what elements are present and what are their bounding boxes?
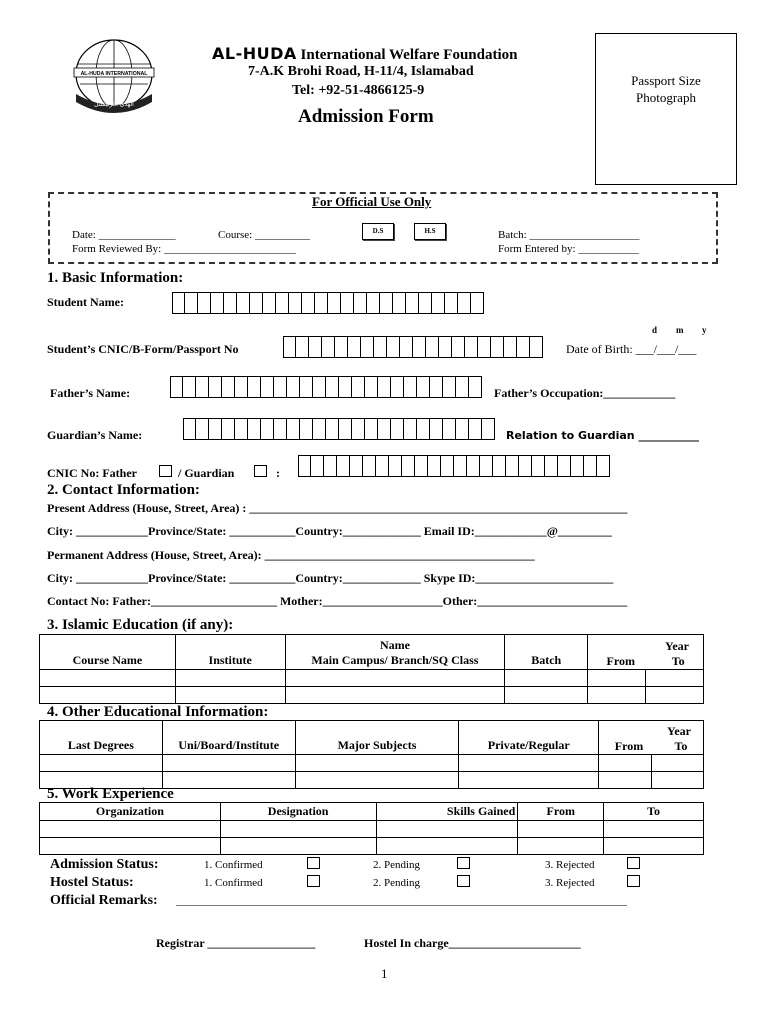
student-name-boxes[interactable] <box>172 292 484 314</box>
cnic-guardian-checkbox[interactable] <box>254 465 267 477</box>
guardian-name-boxes[interactable] <box>183 418 495 440</box>
admission-confirmed-checkbox[interactable] <box>307 857 320 869</box>
col-designation: Designation <box>220 803 376 821</box>
official-course[interactable]: Course: __________ <box>218 229 310 241</box>
col-year: Year From To <box>588 635 704 670</box>
admission-pending-checkbox[interactable] <box>457 857 470 869</box>
cnic-guardian-label: / Guardian <box>178 466 235 480</box>
col-uni-board: Uni/Board/Institute <box>162 721 295 755</box>
section-work-heading: 5. Work Experience <box>47 786 174 802</box>
org-tel: Tel: +92-51-4866125-9 <box>292 83 425 98</box>
official-batch[interactable]: Batch: ____________________ <box>498 229 640 241</box>
logo-arabic: الهدى انٹرنیشنل <box>94 101 134 108</box>
registrar-signature[interactable]: Registrar __________________ <box>156 936 316 950</box>
col-private-regular: Private/Regular <box>459 721 599 755</box>
col-skills: Skills Gained <box>376 803 518 821</box>
cnic-colon: : <box>276 466 280 480</box>
dob-y: y <box>702 325 707 335</box>
section-other-edu-heading: 4. Other Educational Information: <box>47 704 269 720</box>
form-title: Admission Form <box>298 106 434 127</box>
hostel-pending-checkbox[interactable] <box>457 875 470 887</box>
hostel-pending-label: 2. Pending <box>373 877 421 889</box>
admission-rejected-label: 3. Rejected <box>545 859 595 871</box>
dob-label[interactable]: Date of Birth: ___/___/___ <box>566 342 697 356</box>
father-name-label: Father’s Name: <box>50 386 131 400</box>
hostel-status-label: Hostel Status: <box>50 875 134 890</box>
photo-label-1: Passport Size <box>631 73 701 88</box>
cnic-label: Student’s CNIC/B-Form/Passport No <box>47 342 239 356</box>
col-to: To <box>604 803 704 821</box>
table-row[interactable] <box>40 670 704 687</box>
section-basic-heading: 1. Basic Information: <box>47 270 184 286</box>
admission-status-label: Admission Status: <box>50 857 159 872</box>
col-institute: Institute <box>175 635 285 670</box>
father-occupation[interactable]: Father’s Occupation:____________ <box>494 386 676 400</box>
contact-numbers[interactable]: Contact No: Father:_____________________ Mother:____________________Other:_________________________ <box>47 594 628 608</box>
org-name: AL-HUDA <box>212 44 297 63</box>
guardian-name-label: Guardian’s Name: <box>47 428 143 442</box>
cnic-father-label: CNIC No: Father <box>47 466 137 480</box>
work-experience-table <box>39 802 704 855</box>
admission-rejected-checkbox[interactable] <box>627 857 640 869</box>
official-remarks-label: Official Remarks: <box>50 893 158 908</box>
cnic-father-checkbox[interactable] <box>159 465 172 477</box>
org-address: 7-A.K Brohi Road, H-11/4, Islamabad <box>248 64 474 79</box>
hostel-confirmed-checkbox[interactable] <box>307 875 320 887</box>
passport-photo-box[interactable] <box>595 33 737 185</box>
col-from: From <box>518 803 604 821</box>
islamic-education-table <box>39 634 704 704</box>
official-use-title: For Official Use Only <box>312 194 432 209</box>
dob-m: m <box>676 325 684 335</box>
admission-confirmed-label: 1. Confirmed <box>204 859 263 871</box>
other-education-table <box>39 720 704 789</box>
cnic-no-boxes[interactable] <box>298 455 610 477</box>
foundation-logo <box>68 34 160 114</box>
hostel-confirmed-label: 1. Confirmed <box>204 877 263 889</box>
org-rest: International Welfare Foundation <box>300 47 518 63</box>
cnic-boxes[interactable] <box>283 336 543 358</box>
ds-box[interactable]: D.S <box>362 223 394 240</box>
section-contact-heading: 2. Contact Information: <box>47 482 200 498</box>
col-batch: Batch <box>505 635 588 670</box>
student-name-label: Student Name: <box>47 295 124 309</box>
col-year: Year From To <box>599 721 704 755</box>
official-entered[interactable]: Form Entered by: ___________ <box>498 243 639 255</box>
logo-text: AL-HUDA INTERNATIONAL <box>80 71 148 77</box>
hostel-rejected-label: 3. Rejected <box>545 877 595 889</box>
father-name-boxes[interactable] <box>170 376 482 398</box>
admission-pending-label: 2. Pending <box>373 859 421 871</box>
official-date[interactable]: Date: ______________ <box>72 229 176 241</box>
hs-box[interactable]: H.S <box>414 223 446 240</box>
col-course-name: Course Name <box>40 635 176 670</box>
col-last-degrees: Last Degrees <box>40 721 163 755</box>
official-reviewed[interactable]: Form Reviewed By: ________________________ <box>72 243 296 255</box>
table-row[interactable] <box>40 687 704 704</box>
col-main-campus: Name Main Campus/ Branch/SQ Class <box>285 635 505 670</box>
dob-d: d <box>652 325 658 335</box>
table-row[interactable] <box>40 838 704 855</box>
org-title <box>212 44 517 64</box>
table-row[interactable] <box>40 755 704 772</box>
official-remarks-line[interactable]: __________________________________________________________________________________ <box>176 895 627 907</box>
permanent-city-row[interactable]: City: ____________Province/State: ___________Country:_____________ Skype ID:_______________________ <box>47 571 614 585</box>
hostel-incharge-signature[interactable]: Hostel In charge______________________ <box>364 936 581 950</box>
present-address[interactable]: Present Address (House, Street, Area) : _______________________________________________________________ <box>47 501 628 515</box>
photo-label-2: Photograph <box>636 90 696 105</box>
section-islamic-heading: 3. Islamic Education (if any): <box>47 617 234 633</box>
table-row[interactable] <box>40 821 704 838</box>
hostel-rejected-checkbox[interactable] <box>627 875 640 887</box>
relation-guardian[interactable]: Relation to Guardian ___________ <box>506 429 699 442</box>
page-number: 1 <box>381 966 388 981</box>
col-major-subjects: Major Subjects <box>295 721 459 755</box>
present-city-row[interactable]: City: ____________Province/State: ___________Country:_____________ Email ID:____________@_________ <box>47 524 612 538</box>
permanent-address[interactable]: Permanent Address (House, Street, Area): _____________________________________________ <box>47 548 535 562</box>
col-organization: Organization <box>40 803 221 821</box>
